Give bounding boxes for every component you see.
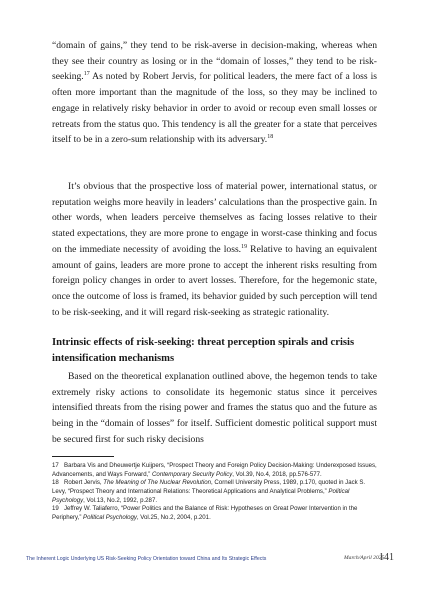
footnote-source-title: Political Psychology <box>83 513 137 521</box>
footnote-17 <box>52 462 377 479</box>
footnote-source-title: The Meaning of The Nuclear Revolution <box>103 479 212 487</box>
footnote-ref-17[interactable]: 17 <box>83 71 90 78</box>
paragraph-2-text-a: It’s obvious that the prospective loss of material power, international status, or reputation weighs more heavily in leaders’ calculations than the prospective gain. In other words, when leaders perceive themselves as facing losses relative to their stated expectations, they are more prone to engage in worst-case thinking and focus on the immediate necessity of avoiding the loss. <box>52 181 377 255</box>
footnote-text: Robert Jervis, <box>64 479 104 487</box>
footnote-18 <box>52 479 377 505</box>
footnote-number: 17 <box>52 462 59 469</box>
page-number: 141 <box>379 552 394 563</box>
paragraph-2-text-b: Relative to having an equivalent amount of gains, leaders are more prone to accept the inherent risks resulting from foreign policy changes in order to avert losses. Therefore, for the hegemonic state, once the outcome of loss is framed, its behavior guided by such perception will tend to be risk-seeking, and it will regard risk-seeking as strategic rationality. <box>52 243 377 318</box>
footnote-ref-19[interactable]: 19 <box>241 243 248 250</box>
paragraph-1-text-b: As noted by Robert Jervis, for political leaders, the mere fact of a loss is often more important than the magnitude of the loss, so they may be inclined to engage in relatively risky behavior in order to avoid or recoup even small losses or retreats from the status quo. This tendency is all the greater for a state that perceives itself to be in a zero-sum relationship with its adversary. <box>52 71 377 146</box>
footnote-19 <box>52 505 377 522</box>
paragraph-1-text-a: “domain of gains,” they tend to be risk-averse in decision-making, whereas when they see their country as losing or in the “domain of losses,” they tend to be risk-seeking. <box>52 40 377 83</box>
footnote-text: , Vol.13, No.2, 1992, p.287. <box>83 496 158 504</box>
footnote-text: Barbara Vis and Dheuwertje Kuijpers, “Prospect Theory and Foreign Policy Decision-Making: Underexposed Issues, Advancements, and Ways Forward,” <box>52 462 377 478</box>
footnote-number: 18 <box>52 479 59 487</box>
footnote-text: , Cornell University Press, 1989, p.170, quoted in Jack S. Levy, “Prospect Theory and International Relations: Theoretical Applications and Analytical Problems,” <box>52 479 366 495</box>
footnote-text: , Vol.39, No.4, 2018, pp.576-577. <box>232 470 322 478</box>
footnote-source-title: Political Psychology <box>52 487 350 504</box>
paragraph-3 <box>52 369 377 448</box>
footnote-source-title: Contemporary Security Policy <box>152 470 233 478</box>
paragraph-2 <box>52 179 377 320</box>
footnote-divider <box>52 456 114 457</box>
footnotes <box>52 462 377 523</box>
issue-date: March/April 2025 <box>344 555 385 561</box>
footnote-text: , Vol.25, No.2, 2004, p.201. <box>136 513 211 521</box>
footnote-ref-18[interactable]: 18 <box>267 134 274 141</box>
footnote-number: 19 <box>52 505 59 513</box>
footnote-text: Jeffrey W. Taliaferro, “Power Politics and the Balance of Risk: Hypotheses on Great Power Intervention in the Periphery,” <box>52 505 358 521</box>
paragraph-1 <box>52 38 377 148</box>
section-heading: Intrinsic effects of risk-seeking: threat perception spirals and crisis intensification mechanisms <box>52 337 355 364</box>
running-title: The Inherent Logic Underlying US Risk-Seeking Policy Orientation toward China and Its Strategic Effects <box>26 556 267 562</box>
page-footer <box>26 553 404 565</box>
paragraph-3-text: Based on the theoretical explanation outlined above, the hegemon tends to take extremely risky actions to consolidate its hegemonic status since it perceives intensified threats from the rising power and frames the status quo and the future as being in the “domain of losses” for itself. Sufficient domestic political support must be secured first for such risky decisions <box>52 371 377 445</box>
